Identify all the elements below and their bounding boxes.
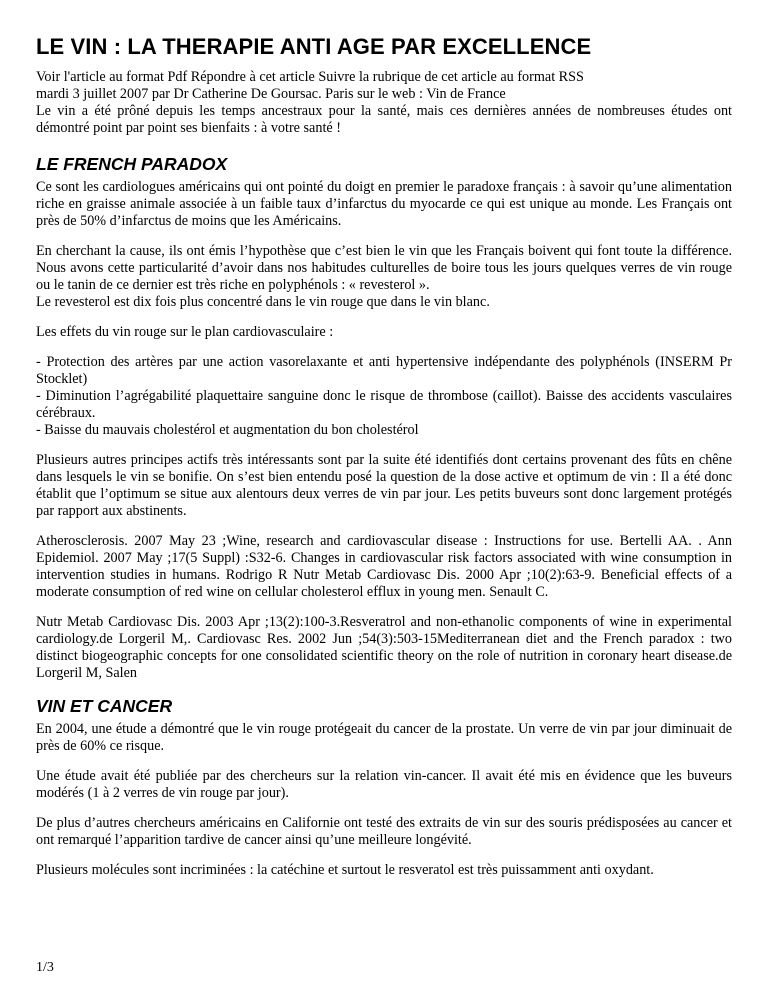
paragraph: Plusieurs molécules sont incriminées : la catéchine et surtout le resveratol est très puissamment anti oxydant. — [36, 862, 654, 878]
paragraph: De plus d’autres chercheurs américains en Californie ont testé des extraits de vin sur des souris prédisposées au cancer et ont remarqué l’apparition tardive de cancer ainsi qu’une meilleure longévité. — [36, 815, 732, 848]
document-page — [36, 34, 732, 879]
article-links-line: Voir l'article au format Pdf Répondre à cet article Suivre la rubrique de cet article au format RSS — [36, 69, 584, 85]
page-number: 1/3 — [36, 960, 54, 975]
list-item: - Baisse du mauvais cholestérol et augmentation du bon cholestérol — [36, 422, 419, 438]
section-heading-french-paradox: LE FRENCH PARADOX — [36, 154, 228, 174]
paragraph: Plusieurs autres principes actifs très intéressants sont par la suite été identifiés dont certains provenant des fûts en chêne dans lesquels le vin se bonifie. On s’est bien entendu posé la question de la dose active et optimum de vin : Il a été donc établit que l’optimum se situe aux alentours deux verres de vin par jour. Les petits buveurs sont donc largement protégés par rapport aux abstinents. — [36, 452, 732, 519]
effects-list — [36, 354, 732, 439]
paragraph-group — [36, 243, 732, 311]
article-meta — [36, 69, 732, 137]
references-paragraph: Nutr Metab Cardiovasc Dis. 2003 Apr ;13(2):100-3.Resveratrol and non-ethanolic components of wine in experimental cardiology.de Lorgeril M,. Cardiovasc Res. 2002 Jun ;54(3):503-15Mediterranean diet and the French paradox : two distinct biogeographic concepts for one consolidated scientific theory on the role of nutrition in coronary heart disease.de Lorgeril M, Salen — [36, 614, 732, 681]
paragraph: Le revesterol est dix fois plus concentré dans le vin rouge que dans le vin blanc. — [36, 294, 490, 310]
list-item: - Diminution l’agrégabilité plaquettaire sanguine donc le risque de thrombose (caillot). Baisse des accidents vasculaires cérébraux. — [36, 388, 732, 421]
article-intro: Le vin a été prôné depuis les temps ancestraux pour la santé, mais ces dernières années de nombreuses études ont démontré point par point ses bienfaits : à votre santé ! — [36, 103, 732, 136]
section-french-paradox — [36, 153, 732, 682]
paragraph: Une étude avait été publiée par des chercheurs sur la relation vin-cancer. Il avait été mis en évidence que les buveurs modérés (1 à 2 verres de vin rouge par jour). — [36, 768, 732, 801]
section-heading-vin-et-cancer: VIN ET CANCER — [36, 696, 173, 716]
document-title: LE VIN : LA THERAPIE ANTI AGE PAR EXCELLENCE — [36, 34, 592, 59]
article-byline: mardi 3 juillet 2007 par Dr Catherine De Goursac. Paris sur le web : Vin de France — [36, 86, 506, 102]
references-paragraph: Atherosclerosis. 2007 May 23 ;Wine, research and cardiovascular disease : Instructions for use. Bertelli AA. . Ann Epidemiol. 2007 May ;17(5 Suppl) :S32-6. Changes in cardiovascular risk factors associated with wine consumption in intervention studies in humans. Rodrigo R Nutr Metab Cardiovasc Dis. 2000 Apr ;10(2):63-9. Beneficial effects of a moderate consumption of red wine on cellular cholesterol efflux in young men. Senault C. — [36, 533, 732, 600]
paragraph: En 2004, une étude a démontré que le vin rouge protégeait du cancer de la prostate. Un verre de vin par jour diminuait de près de 60% ce risque. — [36, 721, 732, 754]
paragraph: En cherchant la cause, ils ont émis l’hypothèse que c’est bien le vin que les Français boivent qui font toute la différence. Nous avons cette particularité d’avoir dans nos habitudes culturelles de boire tous les jours quelques verres de vin rouge ou le tanin de ce dernier est très riche en polyphénols : « revesterol ». — [36, 243, 732, 293]
paragraph: Ce sont les cardiologues américains qui ont pointé du doigt en premier le paradoxe français : à savoir qu’une alimentation riche en graisse animale associée à un faible taux d’infarctus du myocarde ce qui est unique au monde. Les Français ont près de 50% d’infarctus de moins que les Américains. — [36, 179, 732, 229]
section-vin-et-cancer — [36, 695, 732, 879]
paragraph: Les effets du vin rouge sur le plan cardiovasculaire : — [36, 324, 334, 340]
list-item: - Protection des artères par une action vasorelaxante et anti hypertensive indépendante des polyphénols (INSERM Pr Stocklet) — [36, 354, 732, 387]
